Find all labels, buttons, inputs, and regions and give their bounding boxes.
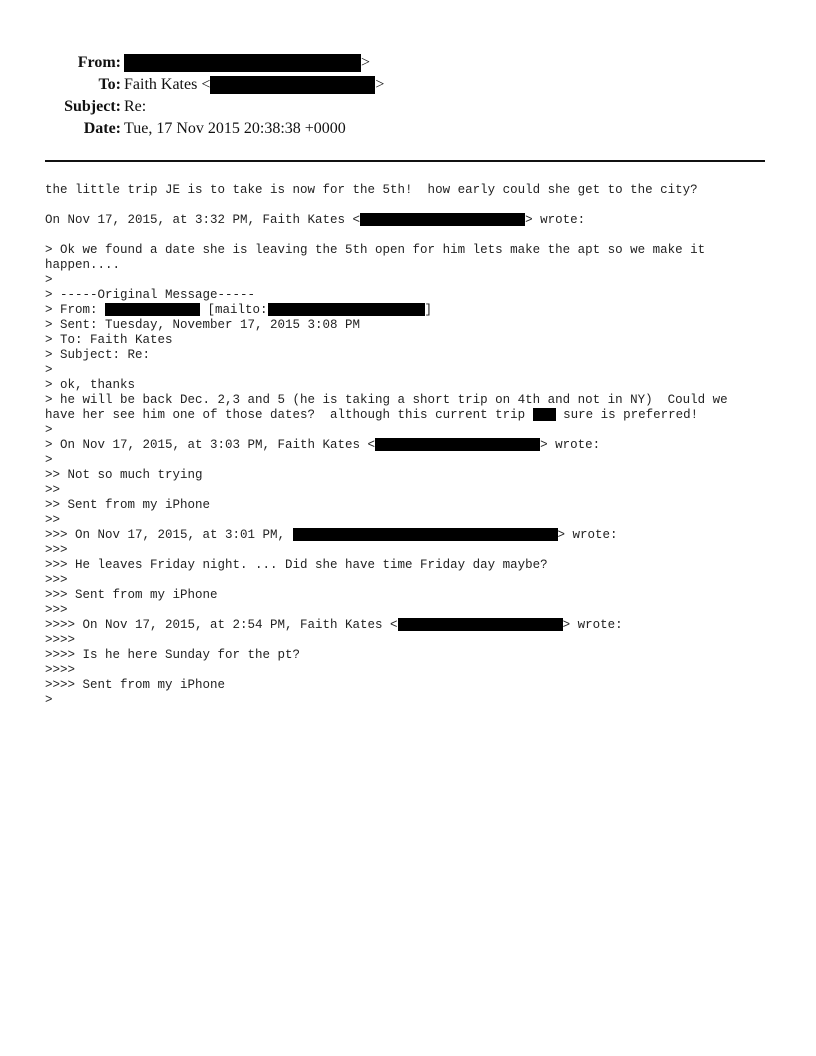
body-line: > -----Original Message----- [45,288,256,302]
body-line: >> [45,483,61,497]
body-line: > [45,363,53,377]
date-row [0,118,816,140]
body-line: >>> [45,543,68,557]
date-value: Tue, 17 Nov 2015 20:38:38 +0000 [124,120,346,137]
body-line: happen.... [45,258,121,272]
redaction-block [105,303,200,316]
body-line: have her see him one of those dates? although this current trip sure is preferred! [45,408,699,422]
to-value: Faith Kates < > [124,76,385,93]
redaction-block [533,408,556,421]
from-label: From: [77,54,121,71]
body-line: > ok, thanks [45,378,136,392]
body-line: > To: Faith Kates [45,333,173,347]
body-line: >> [45,513,61,527]
subject-row [0,96,816,118]
redaction-block [398,618,563,631]
redaction-block [293,528,558,541]
body-line: >>>> [45,633,76,647]
blank-line [45,198,775,213]
body-line: >> Sent from my iPhone [45,498,211,512]
body-line: > he will be back Dec. 2,3 and 5 (he is taking a short trip on 4th and not in NY) Could we [45,393,728,407]
body-line: > [45,423,53,437]
subject-label: Subject: [64,98,121,115]
body-line: >> Not so much trying [45,468,203,482]
redaction-block [375,438,540,451]
redaction-block [268,303,425,316]
body-line: >>> [45,573,68,587]
email-body [45,183,775,708]
body-line: > Subject: Re: [45,348,151,362]
from-row [0,52,816,74]
body-line: >>> [45,603,68,617]
body-line: >>> On Nov 17, 2015, at 3:01 PM, > wrote: [45,528,618,542]
body-line: > On Nov 17, 2015, at 3:03 PM, Faith Kates < > wrote: [45,438,601,452]
to-label: To: [98,76,121,93]
redaction-block [124,54,361,72]
date-label: Date: [83,120,121,137]
body-line: >>>> [45,663,76,677]
redaction-block [210,76,375,94]
body-line: >>> He leaves Friday night. ... Did she have time Friday day maybe? [45,558,548,572]
body-line: > [45,453,53,467]
body-line: >>>> On Nov 17, 2015, at 2:54 PM, Faith Kates < > wrote: [45,618,623,632]
body-line: > [45,273,53,287]
body-line: > [45,693,53,707]
blank-line [45,228,775,243]
body-line: >>> Sent from my iPhone [45,588,218,602]
from-value: > [124,52,370,74]
body-line: >>>> Sent from my iPhone [45,678,226,692]
subject-value: Re: [124,98,147,115]
redaction-block [360,213,525,226]
body-line: > Sent: Tuesday, November 17, 2015 3:08 PM [45,318,361,332]
body-line: On Nov 17, 2015, at 3:32 PM, Faith Kates < > wrote: [45,213,586,227]
body-line: > Ok we found a date she is leaving the 5th open for him lets make the apt so we make it [45,243,706,257]
body-line: >>>> Is he here Sunday for the pt? [45,648,301,662]
header-divider [45,160,765,162]
body-line: > From: [mailto: ] [45,303,433,317]
body-line: the little trip JE is to take is now for the 5th! how early could she get to the city? [45,183,698,197]
to-row [0,74,816,96]
